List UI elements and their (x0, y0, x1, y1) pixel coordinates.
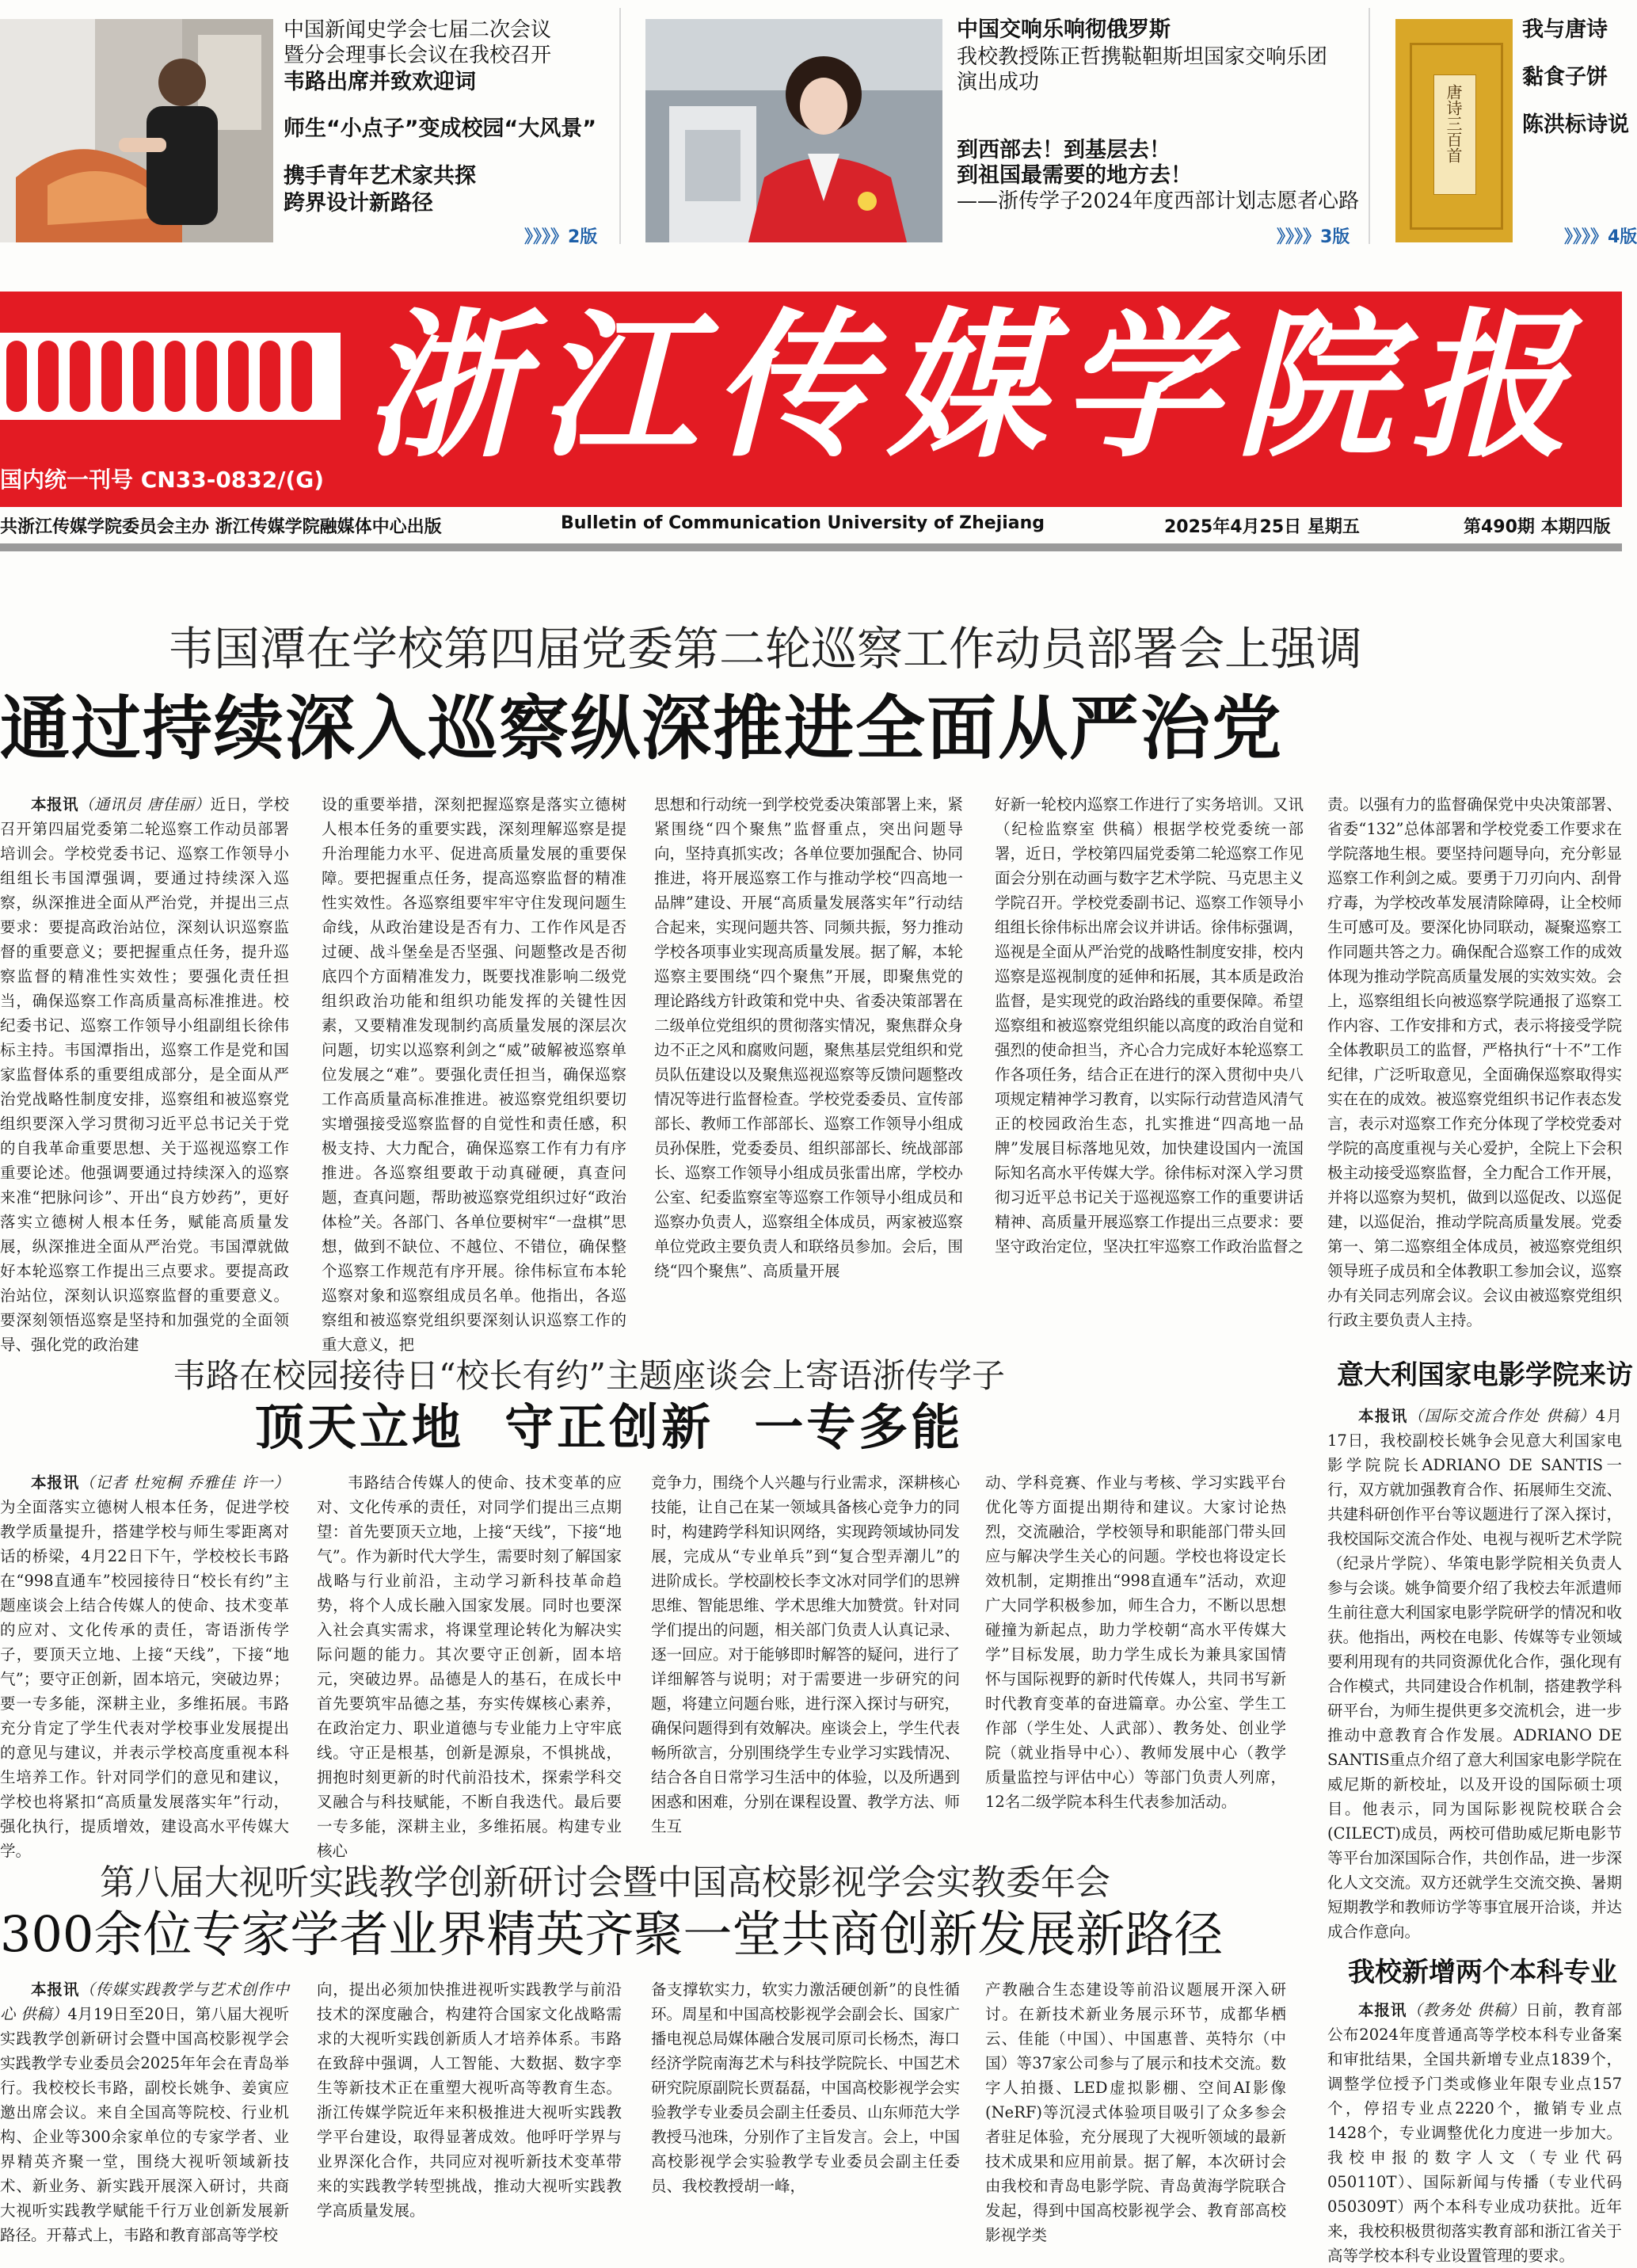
article5-headline[interactable]: 我校新增两个本科专业 (1348, 1957, 1617, 1988)
article2-kicker[interactable]: 韦路在校园接待日“校长有约”主题座谈会上寄语浙传学子 (173, 1356, 1005, 1395)
teaser2-line6[interactable]: ——浙传学子2024年度西部计划志愿者心路 (957, 189, 1360, 213)
teaser2-line4[interactable]: 到西部去！到基层去！ (957, 138, 1171, 162)
article1-text-2: 设的重要举措，深刻把握巡察是落实立德树人根本任务的重要实践，深刻理解巡察是提升治理能力水平、促进高质量发展的重要保障。要把握重点任务，提高巡察监督的精准性实效性。各巡察组要牢牢守住发现问题生命线，从政治建设是否有力、工作作风是否过硬、战斗堡垒是否坚强、问题整改是否彻底四个方面精准发力，既要找准影响二级党组织政治功能和组织功能发挥的关键性因素，又要精准发现制约高质量发展的深层次问题，切实以巡察利剑之“威”破解被巡察单位发展之“难”。要强化责任担当，确保巡察工作高质量高标准推进。被巡察党组织要切实增强接受巡察监督的自觉性和责任感，积极支持、大力配合，确保巡察工作有力有序推进。各巡察组要敢于动真碰硬，真查问题，查真问题，帮助被巡察党组织过好“政治体检”关。各部门、各单位要树牢“一盘棋”思想，做到不缺位、不越位、不错位，确保整个巡察工作规范有序开展。徐伟标宣布本轮巡察对象和巡察组成员名单。他指出，各巡察组和被巡察党组织要深刻认识巡察工作的重大意义，把 (322, 795, 626, 1354)
teaser-photo-volunteer[interactable] (645, 19, 942, 242)
masthead-issn: 国内统一刊号 CN33-0832/(G) (0, 467, 325, 493)
article3-headline[interactable]: 意大利国家电影学院来访 (1337, 1359, 1633, 1391)
article1-headline[interactable]: 通过持续深入巡察纵深推进全面从严治党 (0, 688, 1284, 769)
teaser-separator (1369, 8, 1370, 244)
article4-text-4: 产教融合生态建设等前沿议题展开深入研讨。在新技术新业务展示环节，成都华栖云、佳能（中国）、中国惠普、英特尔（中国）等37家公司参与了展示和技术交流。数字人拍摄、LED虚拟影棚、空间AI影像(NeRF)等沉浸式体验项目吸引了众多参会者驻足体验，充分展现了大视听领域的最新技术成果和应用前景。据了解，本次研讨会由我校和青岛电影学院、青岛黄海学院联合发起，得到中国高校影视学会、教育部高校影视学类 (985, 1980, 1286, 2244)
teaser1-page-ref[interactable]: 》》》》2版 (524, 227, 598, 247)
article2-headline[interactable]: 顶天立地 守正创新 一专多能 (255, 1398, 964, 1456)
article2-col2 (317, 1470, 622, 1860)
article2-text-1: 为全面落实立德树人根本任务，促进学校教学质量提升，搭建学校与师生零距离对话的桥梁，4月22日下午，学校校长韦路在“998直通车”校园接待日“校长有约”主题座谈会上结合传媒人的使命、技术变革的应对、文化传承的责任，寄语浙传学子，要顶天立地、上接“天线”，下接“地气”；要守正创新，固本培元，突破边界；要一专多能，深耕主业，多维拓展。韦路充分肯定了学生代表对学校事业发展提出的意见与建议，并表示学校高度重视本科生培养工作。针对同学们的意见和建议，学校也将紧扣“高质量发展落实年”行动，强化执行，提质增效，建设高水平传媒大学。 (0, 1498, 289, 1860)
article5-text: 日前，教育部公布2024年度普通高等学校本科专业备案和审批结果，全国共新增专业点1839个，调整学位授予门类或修业年限专业点157个，停招专业点2220个，撤销专业点1428个，专业调整优化力度进一步加大。我校申报的数字人文（专业代码050110T）、国际新闻与传播（专业代码050309T）两个本科专业成功获批。近年来，我校积极贯彻落实教育部和浙江省关于高等学校本科专业设置管理的要求。 (1327, 2001, 1622, 2265)
teaser3-line3[interactable]: 陈洪标诗说 (1522, 112, 1629, 137)
article2-col3 (651, 1470, 961, 1835)
article1-lead-tag: 本报讯 (31, 795, 78, 814)
teaser3-line1[interactable]: 我与唐诗 (1522, 17, 1608, 42)
article1-col2 (322, 792, 626, 1354)
article2-credit: （记者 杜宛桐 乔雅佳 许一） (79, 1473, 289, 1492)
article1-col5 (1327, 792, 1622, 1331)
teaser2-line3[interactable]: 演出成功 (957, 71, 1040, 94)
article5-lead-tag: 本报讯 (1358, 2001, 1407, 2019)
article3-body (1327, 1404, 1622, 1941)
article1-text-3: 思想和行动统一到学校党委决策部署上来，紧紧围绕“四个聚焦”监督重点，突出问题导向，坚持真抓实改；各单位要加强配合、协同推进，将开展巡察工作与推动学校“四高地一品牌”建设、开展“高质量发展落实年”行动结合起来，实现问题共答、同频共振，努力推动学校各项事业实现高质量发展。据了解，本轮巡察主要围绕“四个聚焦”开展，即聚焦党的理论路线方针政策和党中央、省委决策部署在二级单位党组织的贯彻落实情况，聚焦群众身边不正之风和腐败问题，聚焦基层党组织和党员队伍建设以及聚焦巡视巡察等反馈问题整改情况等进行监督检查。学校党委委员、宣传部部长、教师工作部部长、巡察工作领导小组成员孙保胜，党委委员、组织部部长、统战部部长、巡察工作领导小组成员张雷出席，学校办公室、纪委监察室等巡察工作领导小组成员和巡察办负责人，巡察组全体成员，两家被巡察单位党政主要负责人和联络员参加。会后，围绕“四个聚焦”、高质量开展 (654, 795, 964, 1280)
article4-col4 (985, 1977, 1286, 2244)
article4-col3 (651, 1977, 960, 2218)
article4-text-3: 备支撑软实力，软实力激活硬创新”的良性循环。周星和中国高校影视学会副会长、国家广播电视总局媒体融合发展司原司长杨杰，海口经济学院南海艺术与科技学院院长、中国艺术研究院原副院长贾磊磊，中国高校影视学会实验教学专业委员会副主任委员、山东师范大学教授马池珠，分别作了主旨发言。会上，中国高校影视学会实验教学专业委员会副主任委员、我校教授胡一峰， (651, 1980, 961, 2195)
masthead-band (0, 292, 1622, 529)
article4-kicker[interactable]: 第八届大视听实践教学创新研讨会暨中国高校影视学会实教委年会 (100, 1862, 1110, 1903)
article5-credit: （教务处 供稿） (1407, 2001, 1526, 2019)
teaser-book-cover[interactable] (1395, 19, 1513, 242)
article3-text: 4月17日，我校副校长姚争会见意大利国家电影学院院长ADRIANO DE SANTIS一行，双方就加强教育合作、拓展师生交流、共建科研创作平台等议题进行了深入探讨，我校国际交流合作处、电视与视听艺术学院（纪录片学院）、华策电影学院相关负责人参与会谈。姚争简要介绍了我校去年派遣师生前往意大利国家电影学院研学的情况和收获。他指出，两校在电影、传媒等专业领域要利用现有的共同资源优化合作，强化现有合作模式，共同建设合作机制，搭建教学科研平台，为师生提供更多交流机会，进一步推动中意教育合作发展。ADRIANO DE SANTIS重点介绍了意大利国家电影学院在威尼斯的新校址，以及开设的国际硕士项目。他表示，同为国际影视院校联合会(CILECT)成员，两校可借助威尼斯电影节等平台加深国际合作，共创作品，进一步深化人文交流。双方还就学生交流交换、暑期短期教学和教师访学等事宜展开洽谈，并达成合作意向。 (1327, 1407, 1622, 1941)
article2-text-3: 竞争力，围绕个人兴趣与行业需求，深耕核心技能，让自己在某一领域具备核心竞争力的同时，构建跨学科知识网络，实现跨领域协同发展，完成从“专业单兵”到“复合型弄潮儿”的进阶成长。学校副校长李文冰对同学们的思辨思维、智能思维、学术思维大加赞赏。针对同学们提出的问题，相关部门负责人认真记录、逐一回应。对于能够即时解答的疑问，进行了详细解答与说明；对于需要进一步研究的问题，将建立问题台账，进行深入探讨与研究，确保问题得到有效解决。座谈会上，学生代表畅所欲言，分别围绕学生专业学习实践情况、结合各自日常学习生活中的体验，以及所遇到困惑和困难，分别在课程设置、教学方法、师生互 (651, 1473, 961, 1835)
teaser-separator (619, 8, 621, 244)
article4-lead-tag: 本报讯 (31, 1980, 80, 1999)
teaser3-line2[interactable]: 黏食子饼 (1522, 65, 1608, 90)
article2-text-4: 动、学科竞赛、作业与考核、学习实践平台优化等方面提出期待和建议。大家讨论热烈，交流融洽，学校领导和职能部门带头回应与解决学生关心的问题。学校也将设定长效机制，定期推出“998直通车”活动，欢迎广大同学积极参加，师生合力，不断以思想碰撞为新起点，助力学校朝“高水平传媒大学”目标发展，助力学生成长为兼具家国情怀与国际视野的新时代传媒人，共同书写新时代教育变革的奋进篇章。办公室、学生工作部（学生处、人武部）、教务处、创业学院（就业指导中心）、教师发展中心（教学质量监控与评估中心）等部门负责人列席，12名二级学院本科生代表参加活动。 (985, 1473, 1286, 1811)
article1-col4 (995, 792, 1304, 1331)
article4-col2 (317, 1977, 622, 2218)
teaser2-page-ref[interactable]: 》》》》3版 (1277, 227, 1350, 247)
teaser1-line3[interactable]: 韦路出席并致欢迎词 (284, 70, 476, 94)
article2-text-2: 韦路结合传媒人的使命、技术变革的应对、文化传承的责任，对同学们提出三点期望：首先要顶天立地，上接“天线”，下接“地气”。作为新时代大学生，需要时刻了解国家战略与行业前沿，主动学习新科技革命趋势，将个人成长融入国家发展。同时也要深入社会真实需求，将课堂理论转化为解决实际问题的能力。其次要守正创新，固本培元，突破边界。品德是人的基石，在成长中首先要筑牢品德之基，夯实传媒核心素养，在政治定力、职业道德与专业能力上守牢底线。守正是根基，创新是源泉，不惧挑战，拥抱时刻更新的时代前沿技术，探索学科交叉融合与科技赋能，不断自我迭代。最后要一专多能，深耕主业，多维拓展。构建专业核心 (317, 1473, 622, 1860)
teaser2-line2[interactable]: 我校教授陈正哲携鞑靼斯坦国家交响乐团 (957, 45, 1328, 69)
article2-lead-tag: 本报讯 (31, 1473, 80, 1492)
teaser1-line2[interactable]: 暨分会理事长会议在我校召开 (284, 44, 552, 67)
article1-text-1: 近日，学校召开第四届党委第二轮巡察工作动员部署培训会。学校党委书记、巡察工作领导小组组长韦国潭强调，要通过持续深入巡察，纵深推进全面从严治党，并提出三点要求：要提高政治站位，深刻认识巡察监督的重要意义；要把握重点任务，提升巡察监督的精准性实效性；要强化责任担当，确保巡察工作高质量高标准推进。校纪委书记、巡察工作领导小组副组长徐伟标主持。韦国潭指出，巡察工作是党和国家监督体系的重要组成部分，是全面从严治党战略性制度安排，巡察组和被巡察党组织要深入学习贯彻习近平总书记关于党的自我革命重要思想、关于巡视巡察工作重要论述。他强调要通过持续深入的巡察来准“把脉问诊”、开出“良方妙药”，更好落实立德树人根本任务，赋能高质量发展，纵深推进全面从严治党。韦国潭就做好本轮巡察工作提出三点要求。要提高政治站位，深刻认识巡察监督的重要意义。要深刻领悟巡察是坚持和加强党的全面领导、强化党的政治建 (0, 795, 289, 1354)
article4-text-1: 4月19日至20日，第八届大视听实践教学创新研讨会暨中国高校影视学会实践教学专业委员会2025年年会在青岛举行。我校校长韦路，副校长姚争、姜寅应邀出席会议。来自全国高等院校、行业机构、企业等300余家单位的专家学者、业界精英齐聚一堂，围绕大视听领域新技术、新业务、新实践开展深入研讨，共商大视听实践教学赋能千行万业创新发展新路径。开幕式上，韦路和教育部高等学校 (0, 2005, 289, 2244)
article4-col1 (0, 1977, 289, 2244)
teaser1-line5[interactable]: 携手青年艺术家共探 (284, 164, 476, 189)
article4-text-2: 向，提出必须加快推进视听实践教学与前沿技术的深度融合，构建符合国家文化战略需求的大视听实践创新质人才培养体系。韦路在致辞中强调，人工智能、大数据、数字孪生等新技术正在重塑大视听高等教育生态。浙江传媒学院近年来积极推进大视听实践教学平台建设，取得显著成效。他呼吁学界与业界深化合作，共同应对视听新技术变革带来的实践教学转型挑战，推动大视听实践教学高质量发展。 (317, 1980, 622, 2220)
masthead-logo-icon (0, 333, 341, 420)
article1-credit: （通讯员 唐佳丽） (78, 795, 211, 814)
teaser2-line1[interactable]: 中国交响乐响彻俄罗斯 (957, 17, 1171, 42)
article1-col1 (0, 792, 289, 1354)
issue-number: 第490期 本期四版 (1464, 517, 1611, 537)
teaser1-line1[interactable]: 中国新闻史学会七届二次会议 (284, 18, 552, 42)
teaser1-line4[interactable]: 师生“小点子”变成校园“大风景” (284, 116, 596, 141)
article1-text-5: 责。以强有力的监督确保党中央决策部署、省委“132”总体部署和学校党委工作要求在学院落地生根。要坚持问题导向，充分彰显巡察工作利剑之威。要勇于刀刃向内、刮骨疗毒，为学校改革发展清除障碍，让全校师生可感可及。要深化协同联动，凝聚巡察工作同题共答之力。确保配合巡察工作的成效体现为推动学院高质量发展的实效实效。会上，巡察组组长向被巡察学院通报了巡察工作内容、工作安排和方式，表示将接受学院全体教职员工的监督，严格执行“十不”工作纪律，广泛听取意见，全面确保巡察取得实实在在的成效。被巡察党组织书记作表态发言，表示对巡察工作充分体现了学校党委对学院的高度重视与关心爱护，全院上下会积极主动接受巡察监督，全力配合工作开展，并将以巡察为契机，做到以巡促改、以巡促建，以巡促治，推动学院高质量发展。党委第一、第二巡察组全体成员，被巡察党组织领导班子成员和全体教职工参加会议，巡察办有关同志列席会议。会议由被巡察党组织行政主要负责人主持。 (1327, 795, 1622, 1329)
article5-body (1327, 1998, 1622, 2265)
article4-credit: （传媒实践教学与艺术创作中心 供稿） (0, 1980, 289, 2023)
masthead-title: 浙江传媒学院报 (364, 293, 1585, 479)
issue-date: 2025年4月25日 星期五 (1164, 517, 1360, 537)
sponsor-text: 共浙江传媒学院委员会主办 浙江传媒学院融媒体中心出版 (0, 517, 442, 537)
english-name: Bulletin of Communication University of Zhejiang (561, 513, 1045, 533)
article3-credit: （国际交流合作处 供稿） (1407, 1407, 1596, 1425)
article1-text-4: 好新一轮校内巡察工作进行了实务培训。又讯（纪检监察室 供稿）根据学校党委统一部署，近日，学校第四届党委第二轮巡察工作见面会分别在动画与数字艺术学院、马克思主义学院召开。学校党委副书记、巡察工作领导小组组长徐伟标出席会议并讲话。徐伟标强调，巡视是全面从严治党的战略性制度安排，校内巡察是巡视制度的延伸和拓展，其本质是政治监督，是实现党的政治路线的重要保障。希望巡察组和被巡察党组织能以高度的政治自觉和强烈的使命担当，齐心合力完成好本轮巡察工作各项任务，结合正在进行的深入贯彻中央八项规定精神学习教育，以实际行动营造风清气正的校园政治生态，扎实推进“四高地一品牌”发展目标落地见效，加快建设国内一流国际知名高水平传媒大学。徐伟标对深入学习贯彻习近平总书记关于巡视巡察工作的重要讲话精神、高质量开展巡察工作提出三点要求：要坚守政治定位，坚决扛牢巡察工作政治监督之 (995, 795, 1304, 1256)
info-bar (0, 507, 1622, 542)
article1-col3 (654, 792, 963, 1331)
masthead-rule (0, 543, 1622, 551)
teaser-photo-artist[interactable] (0, 19, 273, 242)
teaser2-line5[interactable]: 到祖国最需要的地方去！ (957, 163, 1192, 188)
book-title: 唐诗三百首 (1444, 84, 1463, 163)
article2-col4 (985, 1470, 1286, 1819)
teaser3-page-ref[interactable]: 》》》》4版 (1564, 227, 1637, 247)
article2-col1 (0, 1470, 289, 1860)
article3-lead-tag: 本报讯 (1358, 1407, 1408, 1425)
article4-headline[interactable]: 300余位专家学者业界精英齐聚一堂共商创新发展新路径 (0, 1905, 1224, 1963)
teaser1-line6[interactable]: 跨界设计新路径 (284, 191, 433, 215)
article1-kicker[interactable]: 韦国潭在学校第四届党委第二轮巡察工作动员部署会上强调 (168, 622, 1363, 676)
